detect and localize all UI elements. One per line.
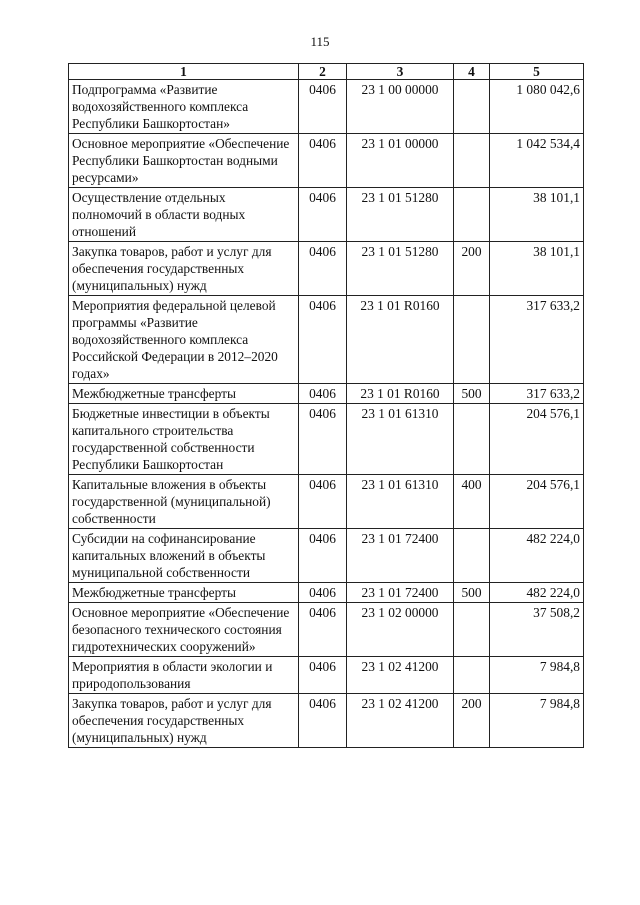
cell-sum: 38 101,1 xyxy=(490,242,584,296)
table-row xyxy=(69,603,584,657)
cell-name: Бюджетные инвестиции в объекты капитального строительства государственной собственности Республики Башкортостан xyxy=(69,404,299,475)
column-header-code: 3 xyxy=(347,64,454,80)
cell-sum: 204 576,1 xyxy=(490,404,584,475)
cell-section: 0406 xyxy=(299,694,347,748)
table-body xyxy=(69,80,584,748)
cell-section: 0406 xyxy=(299,188,347,242)
cell-sum: 482 224,0 xyxy=(490,529,584,583)
cell-code: 23 1 01 72400 xyxy=(347,583,454,603)
cell-section: 0406 xyxy=(299,296,347,384)
cell-name: Подпрограмма «Развитие водохозяйственного комплекса Республики Башкортостан» xyxy=(69,80,299,134)
table-row xyxy=(69,296,584,384)
table-row xyxy=(69,134,584,188)
cell-section: 0406 xyxy=(299,80,347,134)
cell-code: 23 1 01 R0160 xyxy=(347,296,454,384)
cell-name: Межбюджетные трансферты xyxy=(69,583,299,603)
cell-name: Основное мероприятие «Обеспечение Республики Башкортостан водными ресурсами» xyxy=(69,134,299,188)
table-row xyxy=(69,475,584,529)
cell-type: 200 xyxy=(454,694,490,748)
cell-sum: 317 633,2 xyxy=(490,384,584,404)
cell-name: Основное мероприятие «Обеспечение безопасного технического состояния гидротехнических сооружений» xyxy=(69,603,299,657)
cell-type xyxy=(454,80,490,134)
cell-type xyxy=(454,134,490,188)
page-number: 115 xyxy=(310,34,330,49)
cell-section: 0406 xyxy=(299,657,347,694)
cell-code: 23 1 01 72400 xyxy=(347,529,454,583)
cell-section: 0406 xyxy=(299,529,347,583)
cell-name: Осуществление отдельных полномочий в области водных отношений xyxy=(69,188,299,242)
cell-code: 23 1 01 R0160 xyxy=(347,384,454,404)
cell-section: 0406 xyxy=(299,603,347,657)
column-header-section: 2 xyxy=(299,64,347,80)
cell-section: 0406 xyxy=(299,475,347,529)
cell-code: 23 1 01 61310 xyxy=(347,475,454,529)
cell-type xyxy=(454,657,490,694)
cell-sum: 7 984,8 xyxy=(490,694,584,748)
cell-name: Мероприятия в области экологии и природопользования xyxy=(69,657,299,694)
table-row xyxy=(69,384,584,404)
cell-sum: 1 080 042,6 xyxy=(490,80,584,134)
table-row xyxy=(69,80,584,134)
cell-type xyxy=(454,404,490,475)
cell-type xyxy=(454,603,490,657)
cell-name: Мероприятия федеральной целевой программы «Развитие водохозяйственного комплекса Российской Федерации в 2012–2020 годах» xyxy=(69,296,299,384)
cell-section: 0406 xyxy=(299,384,347,404)
column-header-sum: 5 xyxy=(490,64,584,80)
cell-code: 23 1 02 00000 xyxy=(347,603,454,657)
table-row xyxy=(69,657,584,694)
table-row xyxy=(69,529,584,583)
cell-sum: 1 042 534,4 xyxy=(490,134,584,188)
budget-table xyxy=(68,63,584,748)
table-row xyxy=(69,583,584,603)
cell-code: 23 1 01 51280 xyxy=(347,188,454,242)
cell-section: 0406 xyxy=(299,242,347,296)
cell-sum: 37 508,2 xyxy=(490,603,584,657)
cell-section: 0406 xyxy=(299,134,347,188)
cell-section: 0406 xyxy=(299,404,347,475)
table-row xyxy=(69,694,584,748)
cell-type: 500 xyxy=(454,583,490,603)
cell-name: Межбюджетные трансферты xyxy=(69,384,299,404)
cell-type xyxy=(454,529,490,583)
cell-code: 23 1 02 41200 xyxy=(347,694,454,748)
cell-code: 23 1 00 00000 xyxy=(347,80,454,134)
cell-sum: 317 633,2 xyxy=(490,296,584,384)
cell-type xyxy=(454,188,490,242)
column-header-type: 4 xyxy=(454,64,490,80)
cell-type xyxy=(454,296,490,384)
cell-sum: 204 576,1 xyxy=(490,475,584,529)
cell-sum: 38 101,1 xyxy=(490,188,584,242)
header-row xyxy=(69,64,584,80)
cell-name: Капитальные вложения в объекты государственной (муниципальной) собственности xyxy=(69,475,299,529)
cell-type: 200 xyxy=(454,242,490,296)
cell-code: 23 1 01 61310 xyxy=(347,404,454,475)
cell-code: 23 1 01 00000 xyxy=(347,134,454,188)
cell-sum: 7 984,8 xyxy=(490,657,584,694)
cell-name: Закупка товаров, работ и услуг для обеспечения государственных (муниципальных) нужд xyxy=(69,694,299,748)
table-row xyxy=(69,188,584,242)
cell-name: Закупка товаров, работ и услуг для обеспечения государственных (муниципальных) нужд xyxy=(69,242,299,296)
table-row xyxy=(69,404,584,475)
cell-section: 0406 xyxy=(299,583,347,603)
cell-code: 23 1 02 41200 xyxy=(347,657,454,694)
cell-name: Субсидии на софинансирование капитальных вложений в объекты муниципальной собственности xyxy=(69,529,299,583)
cell-code: 23 1 01 51280 xyxy=(347,242,454,296)
cell-type: 400 xyxy=(454,475,490,529)
column-header-name: 1 xyxy=(69,64,299,80)
table-row xyxy=(69,242,584,296)
cell-sum: 482 224,0 xyxy=(490,583,584,603)
cell-type: 500 xyxy=(454,384,490,404)
